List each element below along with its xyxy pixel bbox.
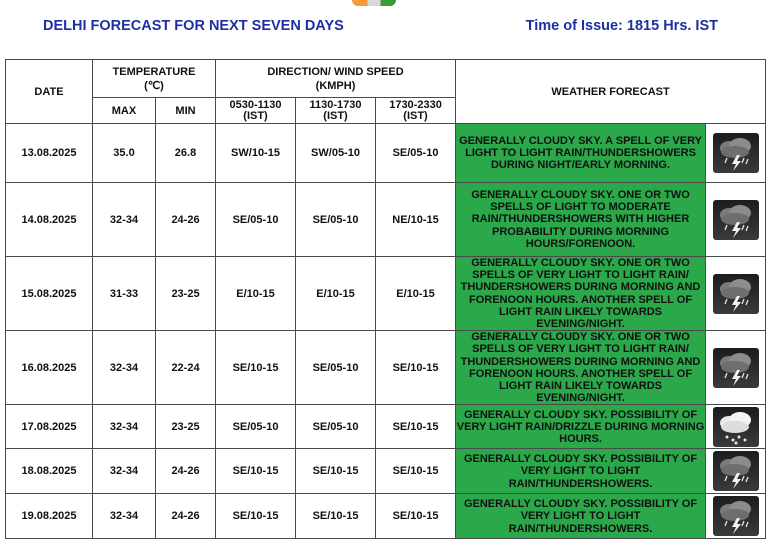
wind-slot-1-cell: E/10-15 bbox=[216, 257, 296, 331]
wind-header-text: DIRECTION/ WIND SPEED bbox=[267, 65, 404, 78]
forecast-text-cell: GENERALLY CLOUDY SKY. ONE OR TWO SPELLS OF LIGHT TO MODERATE RAIN/THUNDERSHOWERS WITH HIGHER PROBABILITY DURING MORNING HOURS/FORENOON. bbox=[456, 183, 706, 257]
wind-slot-2-cell: SE/05-10 bbox=[296, 331, 376, 405]
thunderstorm-icon bbox=[713, 496, 759, 536]
min-temp-cell: 23-25 bbox=[156, 257, 216, 331]
slot-header-1 bbox=[216, 98, 296, 124]
wind-slot-1-cell: SE/10-15 bbox=[216, 331, 296, 405]
max-temp-cell: 32-34 bbox=[93, 405, 156, 449]
weather-icon-cell bbox=[706, 124, 766, 183]
min-temp-cell: 24-26 bbox=[156, 449, 216, 494]
weather-icon-cell bbox=[706, 331, 766, 405]
wind-unit: (KMPH) bbox=[315, 79, 356, 92]
min-temp-cell: 22-24 bbox=[156, 331, 216, 405]
table-row bbox=[6, 331, 766, 405]
wind-slot-2-cell: SE/10-15 bbox=[296, 449, 376, 494]
wind-slot-3-cell: NE/10-15 bbox=[376, 183, 456, 257]
slot-time: 1730-2330 bbox=[389, 98, 442, 111]
min-temp-cell: 23-25 bbox=[156, 405, 216, 449]
min-temp-cell: 24-26 bbox=[156, 494, 216, 539]
slot-time: 1130-1730 bbox=[309, 98, 362, 111]
issue-time: Time of Issue: 1815 Hrs. IST bbox=[525, 18, 718, 34]
max-temp-cell: 32-34 bbox=[93, 183, 156, 257]
wind-slot-2-cell: SE/05-10 bbox=[296, 183, 376, 257]
date-cell: 17.08.2025 bbox=[6, 405, 93, 449]
max-temp-cell: 32-34 bbox=[93, 494, 156, 539]
forecast-text-cell: GENERALLY CLOUDY SKY. POSSIBILITY OF VERY LIGHT TO LIGHT RAIN/THUNDERSHOWERS. bbox=[456, 449, 706, 494]
date-cell: 14.08.2025 bbox=[6, 183, 93, 257]
slot-header-3 bbox=[376, 98, 456, 124]
min-temp-cell: 24-26 bbox=[156, 183, 216, 257]
min-temp-cell: 26.8 bbox=[156, 124, 216, 183]
table-row bbox=[6, 405, 766, 449]
date-cell: 18.08.2025 bbox=[6, 449, 93, 494]
slot-zone: (IST) bbox=[403, 109, 428, 122]
wind-slot-2-cell: SE/05-10 bbox=[296, 405, 376, 449]
emblem-strip bbox=[352, 0, 396, 6]
max-header: MAX bbox=[93, 98, 156, 124]
wind-slot-2-cell: SW/05-10 bbox=[296, 124, 376, 183]
table-row bbox=[6, 449, 766, 494]
weather-icon-cell bbox=[706, 405, 766, 449]
slot-time: 0530-1130 bbox=[229, 98, 282, 111]
wind-slot-3-cell: E/10-15 bbox=[376, 257, 456, 331]
wind-slot-1-cell: SE/05-10 bbox=[216, 405, 296, 449]
table-row bbox=[6, 183, 766, 257]
thunderstorm-icon bbox=[713, 451, 759, 491]
date-cell: 13.08.2025 bbox=[6, 124, 93, 183]
thunderstorm-icon bbox=[713, 200, 759, 240]
forecast-text-cell: GENERALLY CLOUDY SKY. POSSIBILITY OF VERY LIGHT TO LIGHT RAIN/THUNDERSHOWERS. bbox=[456, 494, 706, 539]
date-cell: 15.08.2025 bbox=[6, 257, 93, 331]
max-temp-cell: 32-34 bbox=[93, 449, 156, 494]
slot-header-2 bbox=[296, 98, 376, 124]
wind-slot-3-cell: SE/10-15 bbox=[376, 449, 456, 494]
temperature-header-text: TEMPERATURE bbox=[112, 65, 196, 78]
wind-slot-1-cell: SW/10-15 bbox=[216, 124, 296, 183]
temperature-header bbox=[93, 60, 216, 98]
wind-slot-3-cell: SE/10-15 bbox=[376, 405, 456, 449]
max-temp-cell: 32-34 bbox=[93, 331, 156, 405]
weather-icon-cell bbox=[706, 494, 766, 539]
thunderstorm-icon bbox=[713, 274, 759, 314]
slot-zone: (IST) bbox=[243, 109, 268, 122]
drizzle-cloud-icon bbox=[713, 407, 759, 447]
min-header: MIN bbox=[156, 98, 216, 124]
weather-icon-cell bbox=[706, 449, 766, 494]
page-title: DELHI FORECAST FOR NEXT SEVEN DAYS bbox=[43, 18, 344, 34]
wind-slot-1-cell: SE/10-15 bbox=[216, 494, 296, 539]
table-row bbox=[6, 124, 766, 183]
weather-forecast-header: WEATHER FORECAST bbox=[456, 60, 766, 124]
table-row bbox=[6, 494, 766, 539]
max-temp-cell: 35.0 bbox=[93, 124, 156, 183]
slot-zone: (IST) bbox=[323, 109, 348, 122]
thunderstorm-icon bbox=[713, 133, 759, 173]
date-cell: 19.08.2025 bbox=[6, 494, 93, 539]
wind-slot-2-cell: SE/10-15 bbox=[296, 494, 376, 539]
date-header: DATE bbox=[6, 60, 93, 124]
max-temp-cell: 31-33 bbox=[93, 257, 156, 331]
wind-slot-1-cell: SE/10-15 bbox=[216, 449, 296, 494]
wind-slot-3-cell: SE/10-15 bbox=[376, 494, 456, 539]
wind-slot-3-cell: SE/05-10 bbox=[376, 124, 456, 183]
date-cell: 16.08.2025 bbox=[6, 331, 93, 405]
forecast-text-cell: GENERALLY CLOUDY SKY. POSSIBILITY OF VERY LIGHT RAIN/DRIZZLE DURING MORNING HOURS. bbox=[456, 405, 706, 449]
forecast-table bbox=[5, 59, 766, 539]
weather-icon-cell bbox=[706, 183, 766, 257]
thunderstorm-icon bbox=[713, 348, 759, 388]
forecast-text-cell: GENERALLY CLOUDY SKY. ONE OR TWO SPELLS OF VERY LIGHT TO LIGHT RAIN/ THUNDERSHOWERS DURING MORNING AND FORENOON HOURS. ANOTHER SPELL OF LIGHT RAIN LIKELY TOWARDS EVENING/NIGHT. bbox=[456, 257, 706, 331]
wind-slot-2-cell: E/10-15 bbox=[296, 257, 376, 331]
wind-header bbox=[216, 60, 456, 98]
table-row bbox=[6, 257, 766, 331]
forecast-text-cell: GENERALLY CLOUDY SKY. ONE OR TWO SPELLS OF VERY LIGHT TO LIGHT RAIN/ THUNDERSHOWERS DURING MORNING AND FORENOON HOURS. ANOTHER SPELL OF LIGHT RAIN LIKELY TOWARDS EVENING/NIGHT. bbox=[456, 331, 706, 405]
wind-slot-1-cell: SE/05-10 bbox=[216, 183, 296, 257]
weather-icon-cell bbox=[706, 257, 766, 331]
wind-slot-3-cell: SE/10-15 bbox=[376, 331, 456, 405]
temperature-unit: (℃) bbox=[144, 79, 164, 92]
forecast-text-cell: GENERALLY CLOUDY SKY. A SPELL OF VERY LIGHT TO LIGHT RAIN/THUNDERSHOWERS DURING NIGHT/EARLY MORNING. bbox=[456, 124, 706, 183]
